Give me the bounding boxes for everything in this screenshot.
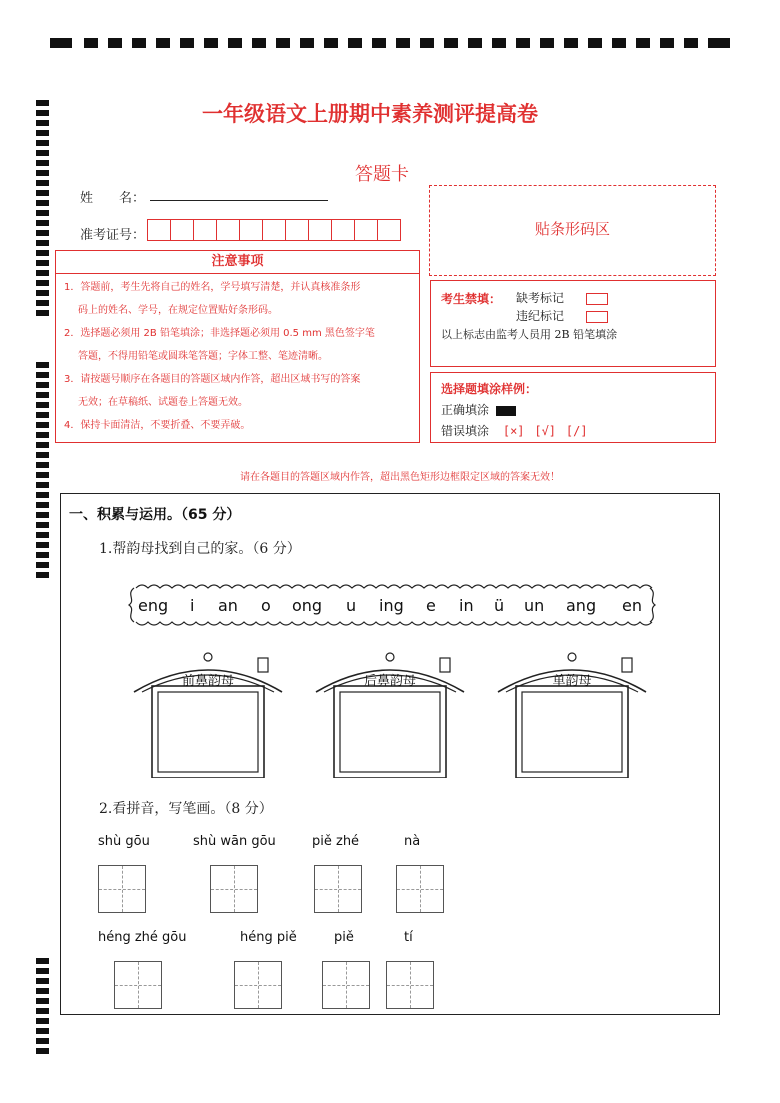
- id-label: 准考证号：: [80, 228, 146, 243]
- pinyin-final[interactable]: in: [459, 596, 474, 615]
- timing-mark: [396, 38, 410, 48]
- timing-mark: [36, 1008, 49, 1014]
- barcode-area-label: 贴条形码区: [534, 220, 610, 238]
- pinyin-final[interactable]: ang: [566, 596, 597, 615]
- name-label: 姓 名：: [80, 191, 146, 206]
- forbidden-box: [430, 280, 716, 367]
- stroke-pinyin: shù wān gōu: [193, 834, 276, 849]
- pinyin-final[interactable]: an: [218, 596, 238, 615]
- writing-grid[interactable]: [386, 961, 434, 1009]
- writing-grid[interactable]: [234, 961, 282, 1009]
- timing-mark: [36, 442, 49, 448]
- wrong-fill-mark: [√]: [534, 424, 557, 438]
- timing-mark: [372, 38, 386, 48]
- forbidden-note: 以上标志由监考人员用 2B 铅笔填涂: [441, 328, 618, 341]
- timing-mark: [36, 562, 49, 568]
- timing-mark: [444, 38, 458, 48]
- writing-grid[interactable]: [322, 961, 370, 1009]
- pinyin-final[interactable]: o: [261, 596, 271, 615]
- writing-grid[interactable]: [314, 865, 362, 913]
- timing-mark: [36, 240, 49, 246]
- writing-grid[interactable]: [396, 865, 444, 913]
- timing-mark: [108, 38, 122, 48]
- timing-mark: [636, 38, 650, 48]
- wrong-fill-mark: [×]: [502, 424, 525, 438]
- house-front-nasal[interactable]: [130, 652, 286, 778]
- house-label: 单韵母: [552, 674, 592, 689]
- timing-mark: [36, 552, 49, 558]
- section-title: 一、积累与运用。（65 分）: [69, 507, 241, 523]
- timing-mark: [50, 38, 72, 48]
- absent-mark-label: 缺考标记: [516, 291, 565, 305]
- pinyin-final[interactable]: eng: [138, 596, 169, 615]
- timing-marks-left: [36, 100, 50, 1050]
- timing-mark: [516, 38, 530, 48]
- notice-item: 答题，不得用铅笔或圆珠笔答题；字体工整、笔迹清晰。: [78, 351, 328, 362]
- timing-mark: [492, 38, 506, 48]
- question-1: 1.帮韵母找到自己的家。（6 分）: [99, 541, 301, 557]
- timing-mark: [36, 260, 49, 266]
- timing-mark: [36, 402, 49, 408]
- notice-item: 1．答题前，考生先将自己的姓名，学号填写清楚，并认真核准条形: [64, 282, 361, 293]
- answer-card-label: 答题卡: [355, 164, 409, 185]
- timing-mark: [36, 300, 49, 306]
- timing-mark: [36, 290, 49, 296]
- barcode-area: [429, 185, 716, 276]
- timing-mark: [36, 978, 49, 984]
- timing-mark: [276, 38, 290, 48]
- notice-item: 码上的姓名、学号，在规定位置贴好条形码。: [78, 305, 278, 316]
- timing-mark: [36, 1018, 49, 1024]
- pinyin-final[interactable]: u: [346, 596, 357, 615]
- timing-mark: [468, 38, 482, 48]
- timing-mark: [36, 542, 49, 548]
- timing-mark: [708, 38, 730, 48]
- timing-mark: [156, 38, 170, 48]
- absent-mark-box[interactable]: [586, 293, 608, 305]
- timing-mark: [36, 220, 49, 226]
- forbidden-label: 考生禁填：: [441, 292, 502, 306]
- timing-mark: [36, 1038, 49, 1044]
- timing-mark: [36, 362, 49, 368]
- timing-mark: [36, 372, 49, 378]
- pinyin-band: [126, 582, 658, 628]
- name-field[interactable]: [150, 200, 328, 201]
- fill-sample-box: [430, 372, 716, 443]
- timing-mark: [420, 38, 434, 48]
- timing-mark: [564, 38, 578, 48]
- writing-grid[interactable]: [210, 865, 258, 913]
- house-label: 前鼻韵母: [181, 674, 234, 689]
- timing-mark: [132, 38, 146, 48]
- pinyin-final[interactable]: ong: [292, 596, 323, 615]
- pinyin-final[interactable]: i: [190, 596, 195, 615]
- timing-mark: [36, 452, 49, 458]
- pinyin-final[interactable]: un: [524, 596, 545, 615]
- stroke-pinyin: héng piě: [240, 930, 297, 945]
- correct-fill-label: 正确填涂: [441, 403, 490, 417]
- id-cells[interactable]: [147, 219, 400, 241]
- notice-item: 3．请按题号顺序在各题目的答题区域内作答，超出区域书写的答案: [64, 374, 361, 385]
- timing-mark: [36, 512, 49, 518]
- stroke-pinyin: tí: [404, 930, 413, 945]
- timing-mark: [36, 422, 49, 428]
- timing-mark: [36, 250, 49, 256]
- timing-mark: [36, 1028, 49, 1034]
- notice-heading: 注意事项: [56, 251, 419, 274]
- violation-mark-box[interactable]: [586, 311, 608, 323]
- stroke-pinyin: piě zhé: [312, 834, 360, 849]
- timing-mark: [36, 150, 49, 156]
- pinyin-final[interactable]: e: [426, 596, 436, 615]
- timing-mark: [36, 382, 49, 388]
- house-simple-final[interactable]: [494, 652, 650, 778]
- correct-fill-mark: [496, 406, 516, 416]
- timing-mark: [36, 958, 49, 964]
- stroke-pinyin: nà: [404, 834, 421, 849]
- timing-mark: [36, 572, 49, 578]
- notice-item: 2．选择题必须用 2B 铅笔填涂；非选择题必须用 0.5 mm 黑色签字笔: [64, 328, 375, 339]
- timing-mark: [228, 38, 242, 48]
- timing-mark: [36, 432, 49, 438]
- timing-mark: [36, 998, 49, 1004]
- timing-mark: [36, 210, 49, 216]
- pinyin-final[interactable]: ü: [494, 596, 505, 615]
- timing-mark: [180, 38, 194, 48]
- timing-mark: [612, 38, 626, 48]
- writing-grid[interactable]: [114, 961, 162, 1009]
- timing-mark: [252, 38, 266, 48]
- stroke-pinyin: héng zhé gōu: [98, 930, 187, 945]
- timing-mark: [36, 280, 49, 286]
- timing-mark: [36, 200, 49, 206]
- timing-mark: [36, 230, 49, 236]
- page-title: 一年级语文上册期中素养测评提高卷: [202, 102, 538, 126]
- timing-marks-top: [50, 38, 730, 50]
- timing-mark: [36, 412, 49, 418]
- writing-grid[interactable]: [98, 865, 146, 913]
- question-2: 2.看拼音，写笔画。（8 分）: [99, 801, 273, 817]
- notice-item: 4．保持卡面清洁，不要折叠、不要弄破。: [64, 420, 251, 431]
- timing-mark: [36, 190, 49, 196]
- violation-mark-label: 违纪标记: [516, 309, 565, 323]
- wrong-fill-label: 错误填涂: [441, 424, 490, 438]
- stroke-pinyin: piě: [334, 930, 354, 945]
- house-back-nasal[interactable]: [312, 652, 468, 778]
- timing-mark: [36, 988, 49, 994]
- timing-mark: [540, 38, 554, 48]
- pinyin-final[interactable]: en: [622, 596, 642, 615]
- timing-mark: [36, 130, 49, 136]
- timing-mark: [36, 392, 49, 398]
- answer-area-warning: 请在各题目的答题区域内作答，超出黑色矩形边框限定区域的答案无效！: [240, 472, 560, 483]
- timing-mark: [36, 502, 49, 508]
- timing-mark: [348, 38, 362, 48]
- timing-mark: [36, 492, 49, 498]
- wrong-fill-mark: [/]: [565, 424, 588, 438]
- timing-mark: [36, 140, 49, 146]
- timing-mark: [300, 38, 314, 48]
- timing-mark: [36, 180, 49, 186]
- timing-mark: [36, 1048, 49, 1054]
- timing-mark: [324, 38, 338, 48]
- timing-mark: [36, 270, 49, 276]
- timing-mark: [84, 38, 98, 48]
- timing-mark: [660, 38, 674, 48]
- pinyin-final[interactable]: ing: [379, 596, 404, 615]
- timing-mark: [36, 170, 49, 176]
- house-label: 后鼻韵母: [363, 674, 416, 689]
- notice-item: 无效；在草稿纸、试题卷上答题无效。: [78, 397, 248, 408]
- notice-box: [55, 250, 420, 443]
- timing-mark: [588, 38, 602, 48]
- timing-mark: [684, 38, 698, 48]
- timing-mark: [36, 310, 49, 316]
- fill-sample-title: 选择题填涂样例：: [441, 382, 538, 396]
- stroke-pinyin: shù gōu: [98, 834, 150, 849]
- timing-mark: [36, 522, 49, 528]
- timing-mark: [36, 532, 49, 538]
- timing-mark: [36, 968, 49, 974]
- timing-mark: [36, 160, 49, 166]
- timing-mark: [204, 38, 218, 48]
